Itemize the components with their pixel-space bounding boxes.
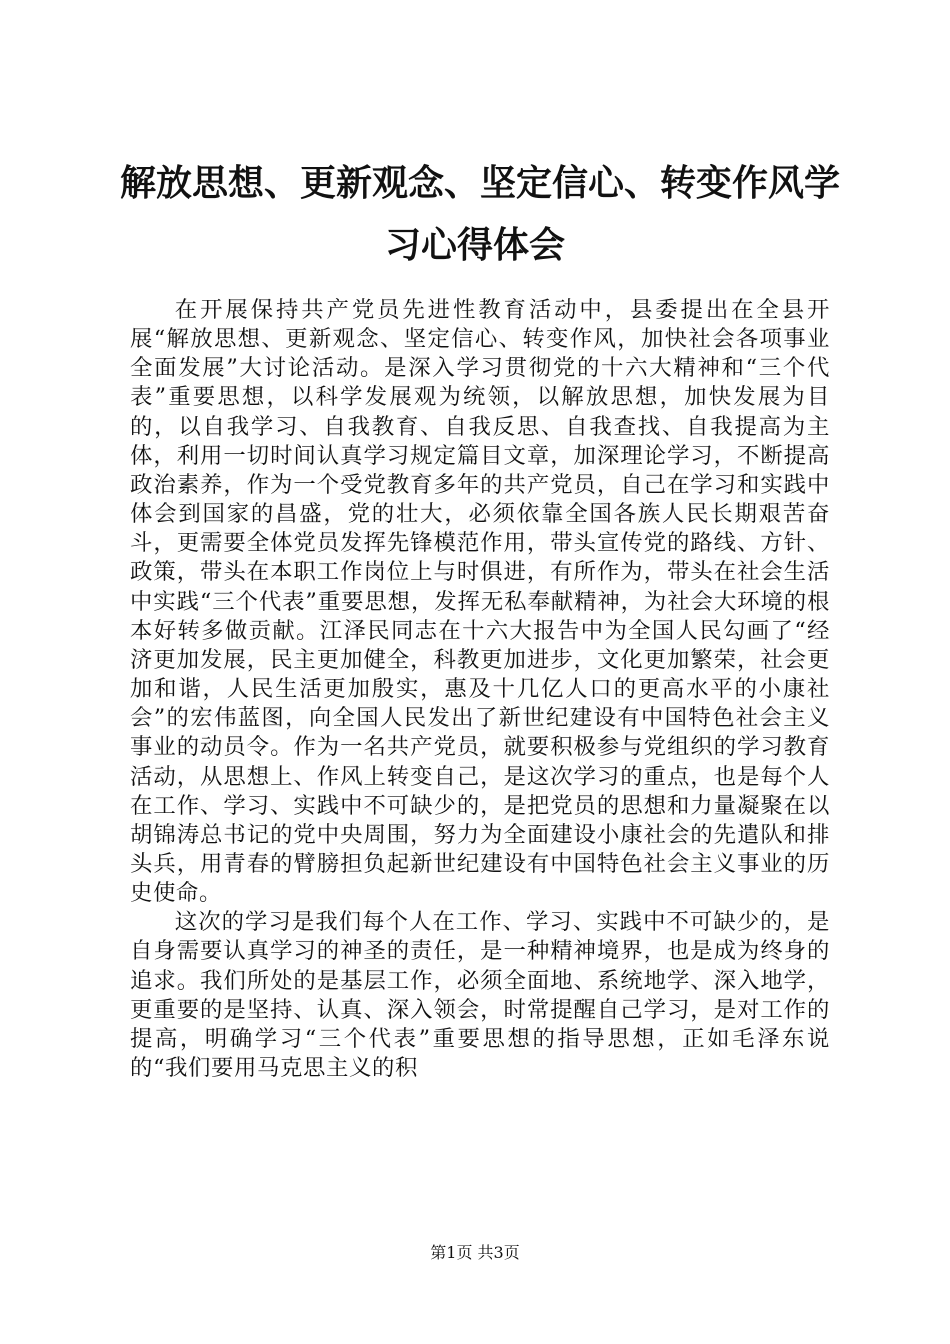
- document-title-line-2: 习心得体会: [384, 225, 565, 266]
- body-paragraph-1: 在开展保持共产党员先进性教育活动中，县委提出在全县开展“解放思想、更新观念、坚定信心、转变作风，加快社会各项事业全面发展”大讨论活动。是深入学习贯彻党的十六大精神和“三个代表”重要思想，以科学发展观为统领，以解放思想，加快发展为目的，以自我学习、自我教育、自我反思、自我查找、自我提高为主体，利用一切时间认真学习规定篇目文章，加深理论学习，不断提高政治素养，作为一个受党教育多年的共产党员，自己在学习和实践中体会到国家的昌盛，党的壮大，必须依靠全国各族人民长期艰苦奋斗，更需要全体党员发挥先锋模范作用，带头宣传党的路线、方针、政策，带头在本职工作岗位上与时俱进，有所作为，带头在社会生活中实践“三个代表”重要思想，发挥无私奉献精神，为社会大环境的根本好转多做贡献。江泽民同志在十六大报告中为全国人民勾画了“经济更加发展，民主更加健全，科教更加进步，文化更加繁荣，社会更加和谐，人民生活更加殷实，惠及十几亿人口的更高水平的小康社会”的宏伟蓝图，向全国人民发出了新世纪建设有中国特色社会主义事业的动员令。作为一名共产党员，就要积极参与党组织的学习教育活动，从思想上、作风上转变自己，是这次学习的重点，也是每个人在工作、学习、实践中不可缺少的，是把党员的思想和力量凝聚在以胡锦涛总书记的党中央周围，努力为全面建设小康社会的先遣队和排头兵，用青春的臂膀担负起新世纪建设有中国特色社会主义事业的历史使命。: [130, 297, 830, 907]
- page-footer: 第1页 共3页: [430, 1243, 520, 1262]
- document-body: [130, 296, 830, 1083]
- body-paragraph-2: 这次的学习是我们每个人在工作、学习、实践中不可缺少的，是自身需要认真学习的神圣的责任，是一种精神境界，也是成为终身的追求。我们所处的是基层工作，必须全面地、系统地学、深入地学，更重要的是坚持、认真、深入领会，时常提醒自己学习，是对工作的提高，明确学习“三个代表”重要思想的指导思想，正如毛泽东说的“我们要用马克思主义的积: [130, 909, 830, 1082]
- document-title-line-1: 解放思想、更新观念、坚定信心、转变作风学: [120, 163, 841, 204]
